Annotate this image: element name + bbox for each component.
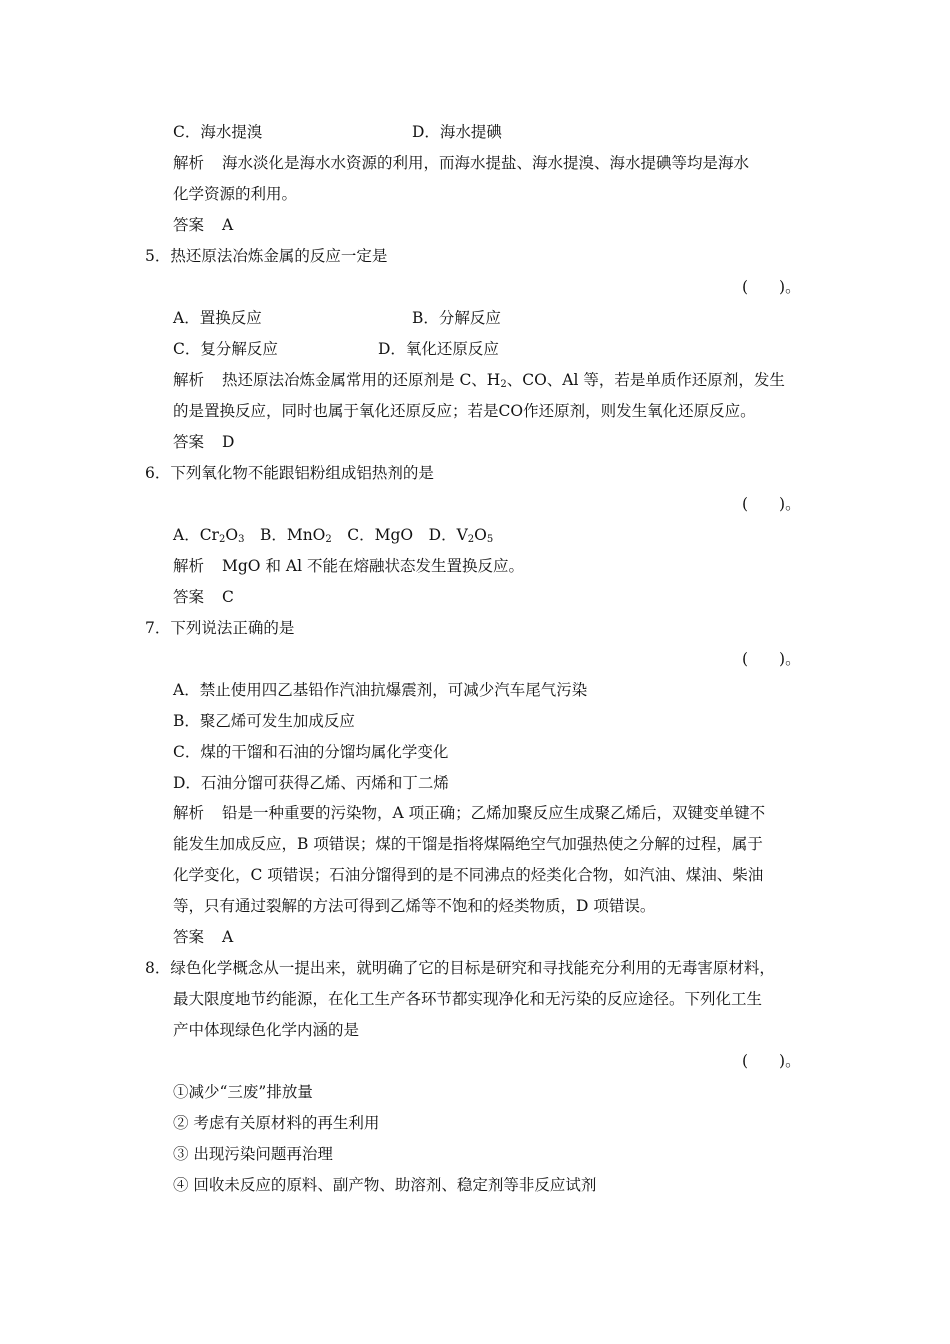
q4-answer [173,215,233,235]
q7-answer [173,927,233,947]
q6-option-c: C．MgO [331,526,414,544]
q6-answer [173,587,234,607]
answer-value: A [222,928,234,946]
analysis-text: 铅是一种重要的污染物，A 项正确；乙烯加聚反应生成聚乙烯后，双键变单键不 [222,804,766,822]
q8-stem-line-2: 最大限度地节约能源，在化工生产各环节都实现净化和无污染的反应途径。下列化工生 [173,990,763,1008]
q6-options [173,525,493,550]
q8-item-1: ①减少“三废”排放量 [173,1083,313,1101]
q6-option-b: B．MnO$_2$ [244,526,332,545]
q7-analysis-line-4: 等，只有通过裂解的方法可得到乙烯等不饱和的烃类物质，D 项错误。 [173,897,656,915]
answer-value: C [222,588,234,606]
q8-item-2: ② 考虑有关原材料的再生利用 [173,1114,380,1132]
q7-analysis-line-2: 能发生加成反应，B 项错误；煤的干馏是指将煤隔绝空气加强热使之分解的过程，属于 [173,835,763,853]
q6-option-a: A．$Cr_2O_3$ [173,526,245,545]
q5-option-a: A．置换反应 [173,309,262,327]
answer-label: 答案 [173,928,205,946]
q7-option-d: D．石油分馏可获得乙烯、丙烯和丁二烯 [173,774,449,792]
q5-option-d: D．氧化还原反应 [378,340,499,358]
q7-answer-paren: ( )。 [742,650,801,668]
answer-value: D [222,433,235,451]
q5-option-b: B．分解反应 [412,309,501,327]
q5-option-c: C．复分解反应 [173,340,278,358]
q7-analysis-line-3: 化学变化，C 项错误；石油分馏得到的是不同沸点的烃类化合物，如汽油、煤油、柴油 [173,866,764,884]
answer-label: 答案 [173,433,205,451]
q5-answer-paren: ( )。 [742,278,801,296]
analysis-label: 解析 [173,154,205,172]
analysis-label: 解析 [173,804,205,822]
analysis-text: 海水淡化是海水水资源的利用，而海水提盐、海水提溴、海水提碘等均是海水 [222,154,750,172]
q4-analysis-line-1 [173,153,749,173]
q5-analysis-line-2: 的是置换反应，同时也属于氧化还原反应；若是CO作还原剂，则发生氧化还原反应。 [173,402,756,420]
analysis-text-b: 、CO、Al 等，若是单质作还原剂，发生 [506,371,785,389]
answer-label: 答案 [173,588,205,606]
q7-option-c: C．煤的干馏和石油的分馏均属化学变化 [173,743,449,761]
q7-option-a: A．禁止使用四乙基铅作汽油抗爆震剂，可减少汽车尾气污染 [173,681,588,699]
q6-stem: 6．下列氧化物不能跟铝粉组成铝热剂的是 [145,464,434,482]
q6-answer-paren: ( )。 [742,495,801,513]
q8-stem-line-3: 产中体现绿色化学内涵的是 [173,1021,360,1039]
answer-value: A [222,216,234,234]
q4-option-c: C．海水提溴 [173,123,263,141]
analysis-label: 解析 [173,557,205,575]
analysis-text: MgO 和 Al 不能在熔融状态发生置换反应。 [222,557,524,575]
q8-stem-line-1: 8．绿色化学概念从一提出来，就明确了它的目标是研究和寻找能充分利用的无毒害原材料， [145,959,775,977]
answer-label: 答案 [173,216,205,234]
q5-answer [173,432,234,452]
analysis-text-a: 热还原法冶炼金属常用的还原剂是 C、H [222,371,501,389]
subscript: 2 [500,379,507,390]
q8-answer-paren: ( )。 [742,1052,801,1070]
q4-analysis-line-2: 化学资源的利用。 [173,185,298,203]
q5-stem: 5．热还原法冶炼金属的反应一定是 [145,247,388,265]
q8-item-4: ④ 回收未反应的原料、副产物、助溶剂、稳定剂等非反应试剂 [173,1176,597,1194]
analysis-label: 解析 [173,371,205,389]
q6-analysis [173,556,524,576]
q6-option-d: D．$V_2O_5$ [413,526,494,545]
q5-analysis-line-1 [173,370,785,395]
q8-item-3: ③ 出现污染问题再治理 [173,1145,333,1163]
q7-stem: 7．下列说法正确的是 [145,619,295,637]
q7-option-b: B．聚乙烯可发生加成反应 [173,712,355,730]
q7-analysis-line-1 [173,803,765,823]
q4-option-d: D．海水提碘 [412,123,502,141]
